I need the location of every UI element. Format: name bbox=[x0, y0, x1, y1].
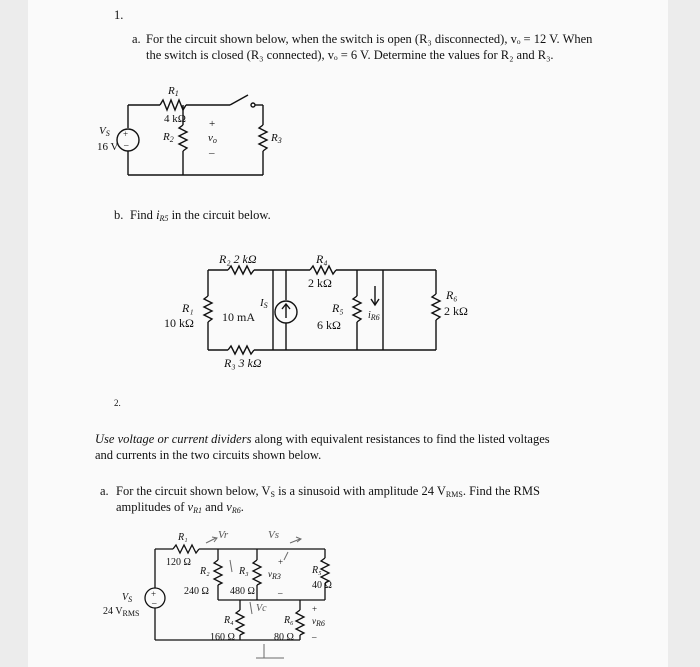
c1a-r3-label: $R_3$ bbox=[271, 132, 282, 145]
svg-text:–: – bbox=[152, 598, 157, 608]
problem-2-intro-line-2: and currents in the two circuits shown below. bbox=[95, 448, 322, 462]
c1b-r4-label: R₄ bbox=[316, 252, 328, 266]
c2a-r2-value: 240 Ω bbox=[184, 586, 209, 597]
c1b-r3: R₃ 3 kΩ bbox=[224, 356, 262, 370]
c2a-vs-label: $V_S$ bbox=[122, 592, 133, 604]
problem-2-intro-line-1: Use voltage or current dividers along with equivalent resistances to find the listed voltages bbox=[95, 432, 550, 446]
part-b-text: Find $i_{R5}$ in the circuit below. bbox=[130, 208, 271, 223]
c1a-vs-label: $V_S$ bbox=[99, 125, 110, 138]
svg-text:–: – bbox=[124, 140, 129, 150]
c1b-ir6-label: $i_{R6}$ bbox=[368, 310, 380, 322]
circuit-1a bbox=[28, 0, 668, 667]
p2-part-a-line-2: amplitudes of $v_{R1}$ and $v_{R6}$. bbox=[116, 500, 244, 515]
problem-2-number: 2. bbox=[114, 398, 121, 408]
c2a-vr3-label: vR3 bbox=[268, 569, 281, 581]
part-a-line-2: the switch is closed (R₃ connected), vₒ = 6 V. Determine the values for R₂ and R₃. bbox=[146, 48, 554, 62]
p2-part-a-line-1: For the circuit shown below, $V_S$ is a sinusoid with amplitude 24 $V_{RMS}$. Find the RMS bbox=[116, 484, 540, 499]
c1b-is-label: $I_S$ bbox=[260, 297, 268, 310]
c1b-r4-value: 2 kΩ bbox=[308, 276, 332, 290]
c2a-vr6-label: vR6 bbox=[312, 616, 325, 628]
c1a-vs-value: 16 V bbox=[97, 141, 119, 153]
c2a-r5-label: R₅ bbox=[312, 565, 322, 576]
c1b-r5-label: R₅ bbox=[332, 301, 344, 315]
worksheet-page bbox=[28, 0, 668, 667]
c2a-vs-handwritten: Vs bbox=[268, 529, 279, 541]
c1a-r1-value: 4 kΩ bbox=[164, 113, 186, 125]
c1b-r6-value: 2 kΩ bbox=[444, 304, 468, 318]
c1b-r2: R₂ 2 kΩ bbox=[219, 252, 257, 266]
svg-text:+: + bbox=[123, 129, 129, 139]
c2a-r3-label: R₃ bbox=[239, 566, 249, 577]
svg-text:+: + bbox=[151, 589, 157, 599]
part-a-label: a. bbox=[132, 32, 141, 46]
circuit-1b bbox=[28, 0, 668, 667]
c2a-r5-value: 40 Ω bbox=[312, 580, 332, 591]
c1a-r1-label: $R_1$ bbox=[168, 85, 179, 98]
c2a-vs-value: 24 $V_{RMS}$ bbox=[103, 606, 140, 618]
c2a-r2-label: R₂ bbox=[200, 566, 210, 577]
problem-1-number: 1. bbox=[114, 8, 124, 22]
c2a-vr3-minus: – bbox=[278, 588, 283, 598]
c1a-vo-label: $v_o$ bbox=[208, 132, 217, 145]
c2a-r4-label: R₄ bbox=[224, 615, 234, 626]
c1b-is-value: 10 mA bbox=[222, 310, 255, 324]
c1b-r1-label: R₁ bbox=[182, 301, 194, 315]
c2a-r4-value: 160 Ω bbox=[210, 632, 235, 643]
p2-part-a-label: a. bbox=[100, 484, 109, 498]
c1b-r1-value: 10 kΩ bbox=[164, 316, 194, 330]
part-b-label: b. bbox=[114, 208, 124, 222]
part-a-line-1: For the circuit shown below, when the switch is open (R₃ disconnected), vₒ = 12 V. When bbox=[146, 32, 593, 46]
c2a-r3-value: 480 Ω bbox=[230, 586, 255, 597]
circuit-2a bbox=[28, 0, 668, 667]
c1a-r2-label: $R_2$ bbox=[163, 131, 174, 144]
c1b-r5-value: 6 kΩ bbox=[317, 318, 341, 332]
c2a-vr-handwritten: Vr bbox=[218, 529, 229, 541]
c2a-vc-handwritten: Vc bbox=[256, 603, 267, 614]
c2a-r1-value: 120 Ω bbox=[166, 557, 191, 568]
c2a-vr6-plus: + bbox=[312, 604, 318, 614]
c2a-vr3-plus: + bbox=[278, 557, 284, 567]
c1a-vo-minus: – bbox=[209, 147, 215, 159]
c2a-r1-label: R₁ bbox=[178, 532, 188, 543]
c1b-r6-label: R₆ bbox=[446, 288, 458, 302]
c1a-vo-plus: + bbox=[209, 118, 216, 130]
c2a-vr6-minus: – bbox=[312, 632, 317, 642]
c2a-r6-value: 80 Ω bbox=[274, 632, 294, 643]
c2a-r6-label: R₆ bbox=[284, 615, 294, 626]
